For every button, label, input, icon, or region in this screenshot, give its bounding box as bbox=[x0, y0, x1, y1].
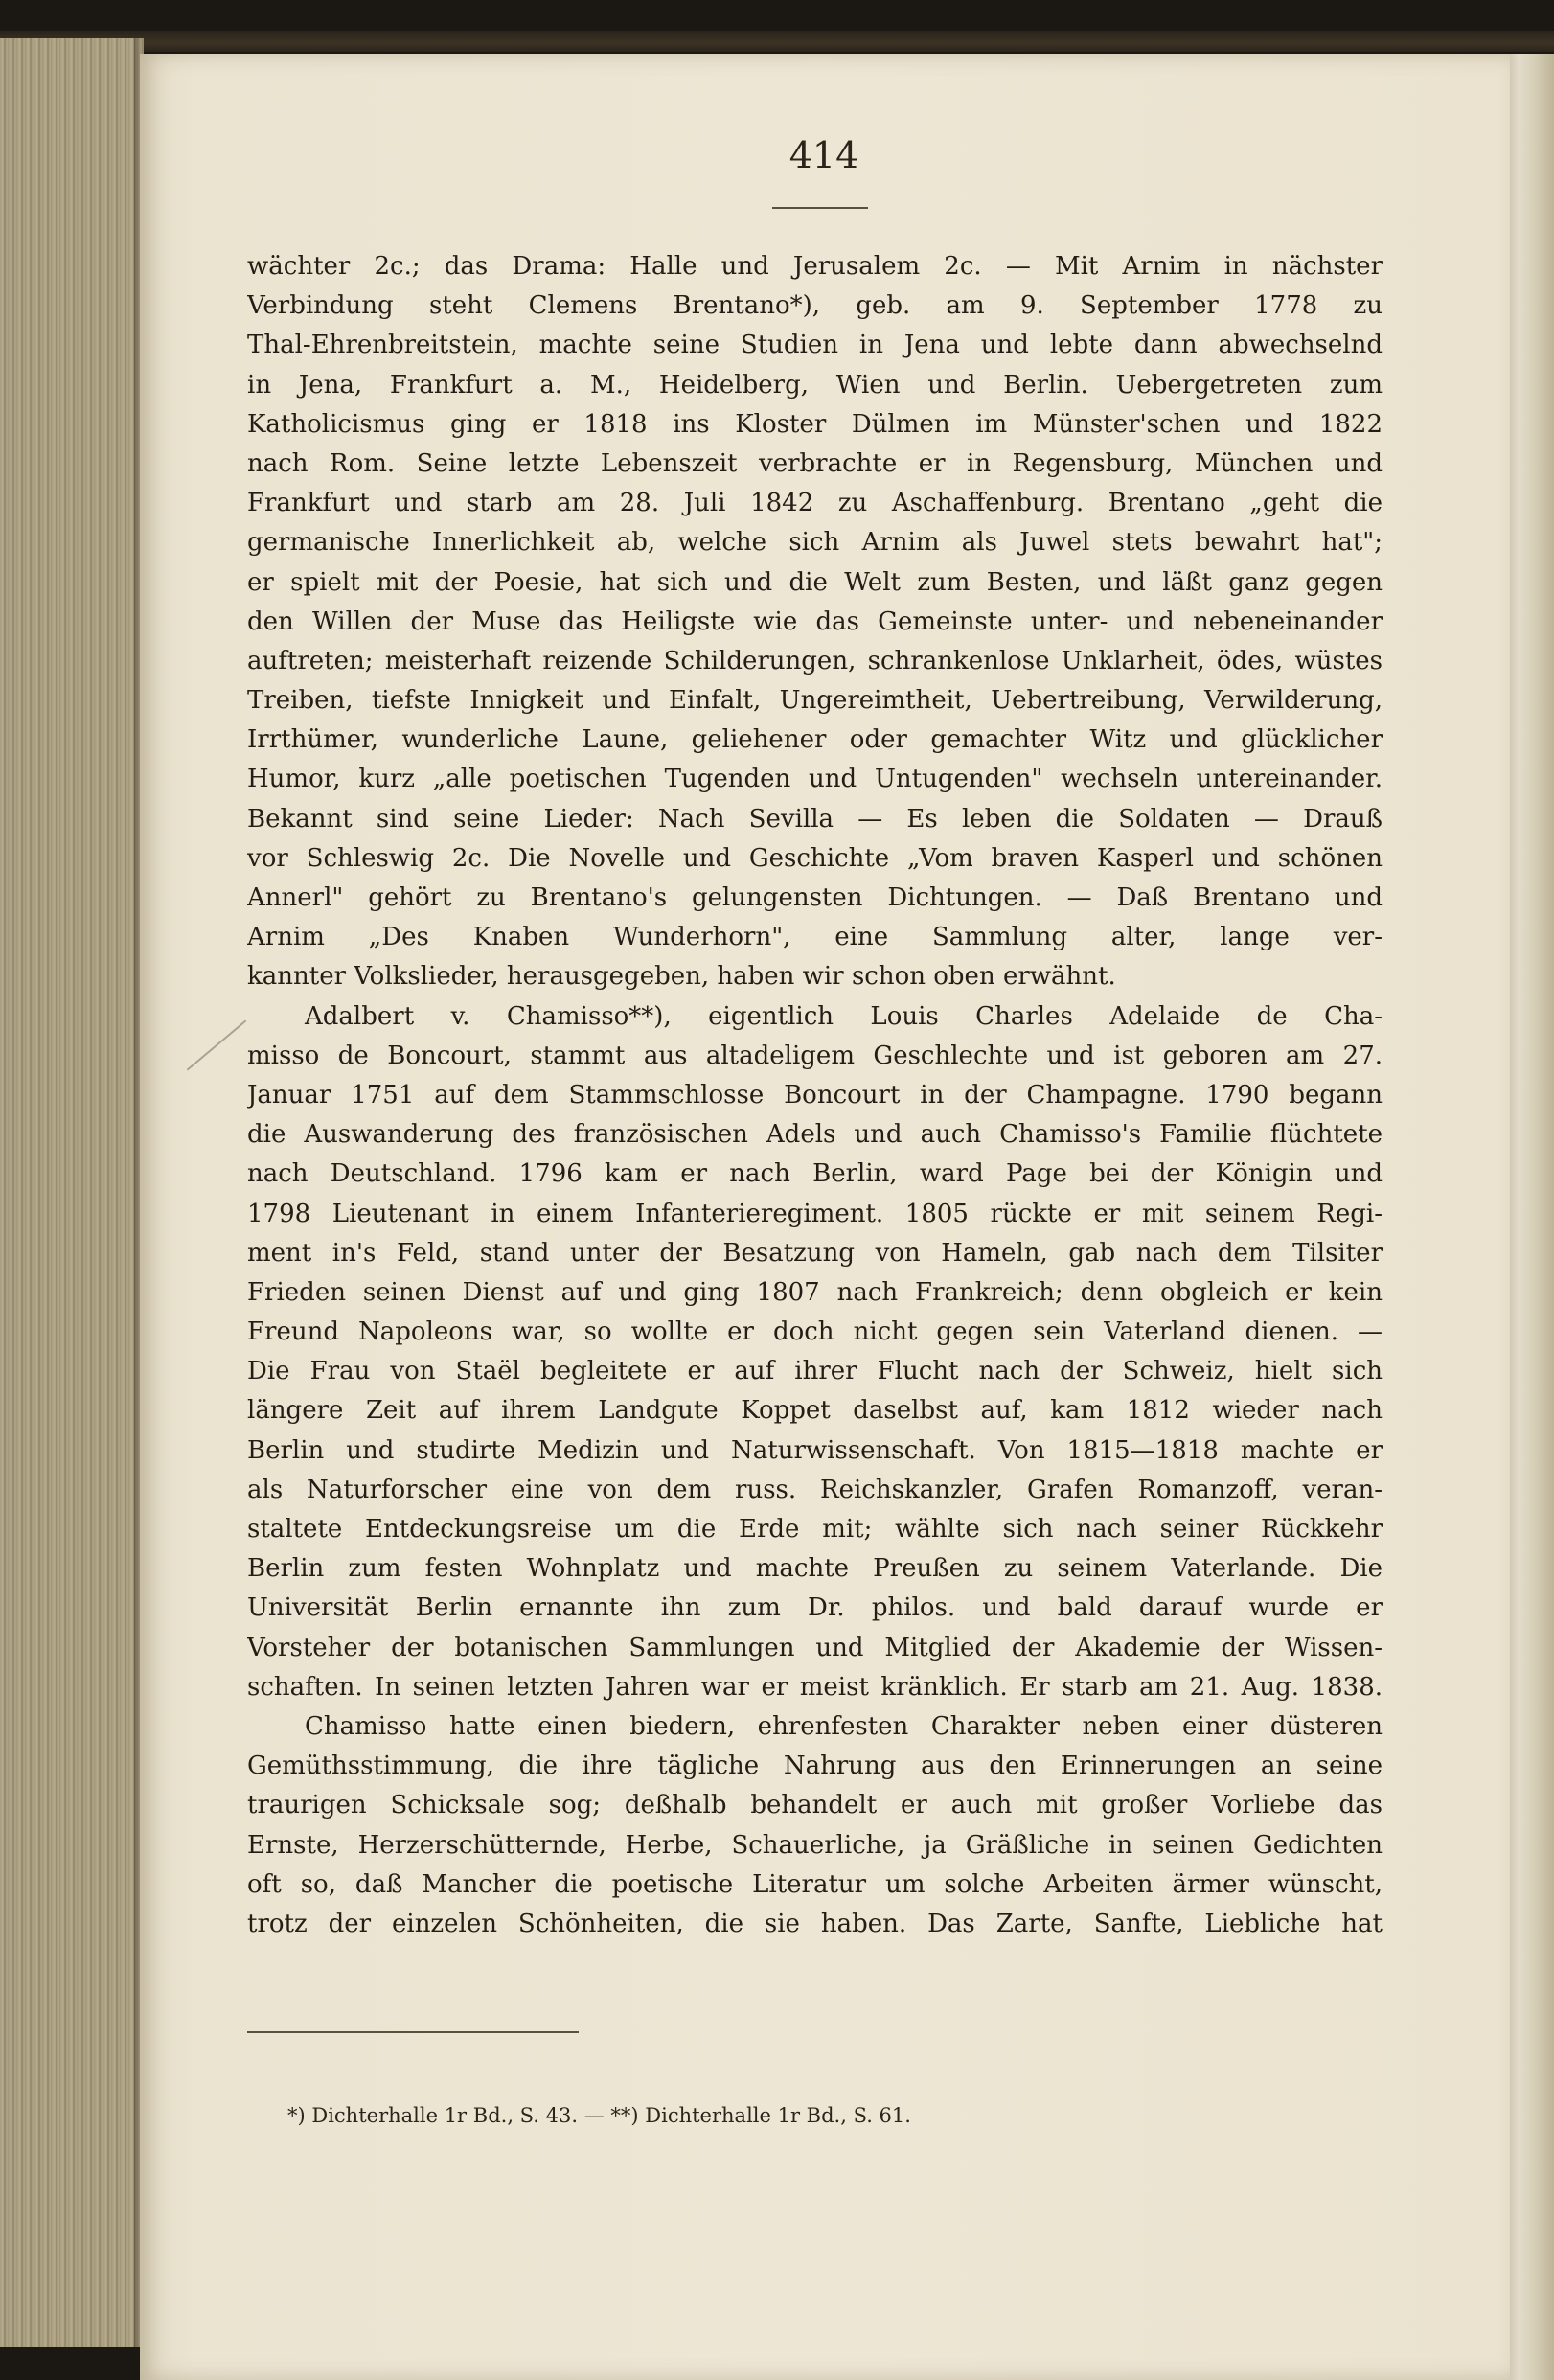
text-line: Adalbert v. Chamisso**), eigentlich Louis Charles Adelaide de Cha- bbox=[305, 1001, 1383, 1031]
text-line: Humor, kurz „alle poetischen Tugenden und Untugenden" wechseln untereinander. bbox=[247, 765, 1383, 794]
text-line: Katholicismus ging er 1818 ins Kloster Dülmen im Münster'schen und 1822 bbox=[247, 409, 1383, 439]
text-line: den Willen der Muse das Heiligste wie das Gemeinste unter- und nebeneinander bbox=[247, 606, 1383, 636]
text-line: Verbindung steht Clemens Brentano*), geb. am 9. September 1778 zu bbox=[247, 291, 1383, 321]
text-line: Die Frau von Staël begleitete er auf ihrer Flucht nach der Schweiz, hielt sich bbox=[247, 1357, 1383, 1386]
text-line: vor Schleswig 2c. Die Novelle und Geschichte „Vom braven Kasperl und schönen bbox=[247, 843, 1383, 873]
text-line: Arnim „Des Knaben Wunderhorn", eine Sammlung alter, lange ver- bbox=[247, 923, 1383, 952]
text-line: staltete Entdeckungsreise um die Erde mit; wählte sich nach seiner Rückkehr bbox=[247, 1515, 1383, 1544]
text-line: Irrthümer, wunderliche Laune, geliehener oder gemachter Witz und glücklicher bbox=[247, 725, 1383, 755]
page-number: 414 bbox=[788, 134, 859, 176]
text-line: Januar 1751 auf dem Stammschlosse Boncourt in der Champagne. 1790 begann bbox=[247, 1080, 1383, 1110]
text-line: in Jena, Frankfurt a. M., Heidelberg, Wien und Berlin. Uebergetreten zum bbox=[247, 370, 1383, 400]
text-line: schaften. In seinen letzten Jahren war er meist kränklich. Er starb am 21. Aug. 1838. bbox=[247, 1672, 1383, 1702]
text-line: traurigen Schicksale sog; deßhalb behandelt er auch mit großer Vorliebe das bbox=[247, 1791, 1383, 1820]
footnote: *) Dichterhalle 1r Bd., S. 43. — **) Dichterhalle 1r Bd., S. 61. bbox=[287, 2104, 911, 2127]
text-line: ment in's Feld, stand unter der Besatzung von Hameln, gab nach dem Tilsiter bbox=[247, 1238, 1383, 1268]
text-line: längere Zeit auf ihrem Landgute Koppet daselbst auf, kam 1812 wieder nach bbox=[247, 1396, 1383, 1426]
book-top-edge bbox=[0, 31, 1554, 52]
text-line: Universität Berlin ernannte ihn zum Dr. philos. und bald darauf wurde er bbox=[247, 1593, 1383, 1623]
text-line: germanische Innerlichkeit ab, welche sich Arnim als Juwel stets bewahrt hat"; bbox=[247, 528, 1383, 558]
text-line: Gemüthsstimmung, die ihre tägliche Nahrung aus den Erinnerungen an seine bbox=[247, 1751, 1383, 1781]
text-line: Thal-Ehrenbreitstein, machte seine Studien in Jena und lebte dann abwechselnd bbox=[247, 331, 1383, 360]
text-line: oft so, daß Mancher die poetische Literatur um solche Arbeiten ärmer wünscht, bbox=[247, 1869, 1383, 1899]
text-line: Freund Napoleons war, so wollte er doch nicht gegen sein Vaterland dienen. — bbox=[247, 1317, 1383, 1347]
text-line: Vorsteher der botanischen Sammlungen und Mitglied der Akademie der Wissen- bbox=[247, 1633, 1383, 1662]
text-line: nach Deutschland. 1796 kam er nach Berlin, ward Page bei der Königin und bbox=[247, 1159, 1383, 1189]
text-line: Frankfurt und starb am 28. Juli 1842 zu Aschaffenburg. Brentano „geht die bbox=[247, 489, 1383, 518]
text-line: kannter Volkslieder, herausgegeben, haben wir schon oben erwähnt. bbox=[247, 962, 1116, 992]
body-text bbox=[247, 247, 1383, 1944]
text-line: wächter 2c.; das Drama: Halle und Jerusalem 2c. — Mit Arnim in nächster bbox=[247, 252, 1383, 281]
text-line: als Naturforscher eine von dem russ. Reichskanzler, Grafen Romanzoff, veran- bbox=[247, 1475, 1383, 1504]
page-number-rule bbox=[772, 207, 868, 209]
text-line: Bekannt sind seine Lieder: Nach Sevilla — Es leben die Soldaten — Drauß bbox=[247, 804, 1383, 834]
text-line: Berlin zum festen Wohnplatz und machte Preußen zu seinem Vaterlande. Die bbox=[247, 1554, 1383, 1584]
text-line: auftreten; meisterhaft reizende Schilderungen, schrankenlose Unklarheit, ödes, wüstes bbox=[247, 646, 1383, 675]
book-page-edges bbox=[0, 38, 144, 2347]
text-line: Annerl" gehört zu Brentano's gelungensten Dichtungen. — Daß Brentano und bbox=[247, 883, 1383, 912]
text-line: Chamisso hatte einen biedern, ehrenfesten Charakter neben einer düsteren bbox=[305, 1711, 1383, 1741]
text-line: Frieden seinen Dienst auf und ging 1807 nach Frankreich; denn obgleich er kein bbox=[247, 1277, 1383, 1307]
text-line: Treiben, tiefste Innigkeit und Einfalt, Ungereimtheit, Uebertreibung, Verwilderung, bbox=[247, 686, 1383, 716]
text-line: Ernste, Herzerschütternde, Herbe, Schauerliche, ja Gräßliche in seinen Gedichten bbox=[247, 1830, 1383, 1860]
text-line: die Auswanderung des französischen Adels und auch Chamisso's Familie flüchtete bbox=[247, 1120, 1383, 1150]
text-line: nach Rom. Seine letzte Lebenszeit verbrachte er in Regensburg, München und bbox=[247, 448, 1383, 478]
text-line: Berlin und studirte Medizin und Naturwissenschaft. Von 1815—1818 machte er bbox=[247, 1435, 1383, 1465]
footnote-rule bbox=[247, 2031, 579, 2033]
book-right-edge bbox=[1504, 54, 1554, 2380]
text-line: misso de Boncourt, stammt aus altadeligem Geschlechte und ist geboren am 27. bbox=[247, 1041, 1383, 1070]
text-line: trotz der einzelen Schönheiten, die sie haben. Das Zarte, Sanfte, Liebliche hat bbox=[247, 1909, 1383, 1938]
text-line: 1798 Lieutenant in einem Infanterieregiment. 1805 rückte er mit seinem Regi- bbox=[247, 1199, 1383, 1228]
text-line: er spielt mit der Poesie, hat sich und die Welt zum Besten, und läßt ganz gegen bbox=[247, 567, 1383, 597]
